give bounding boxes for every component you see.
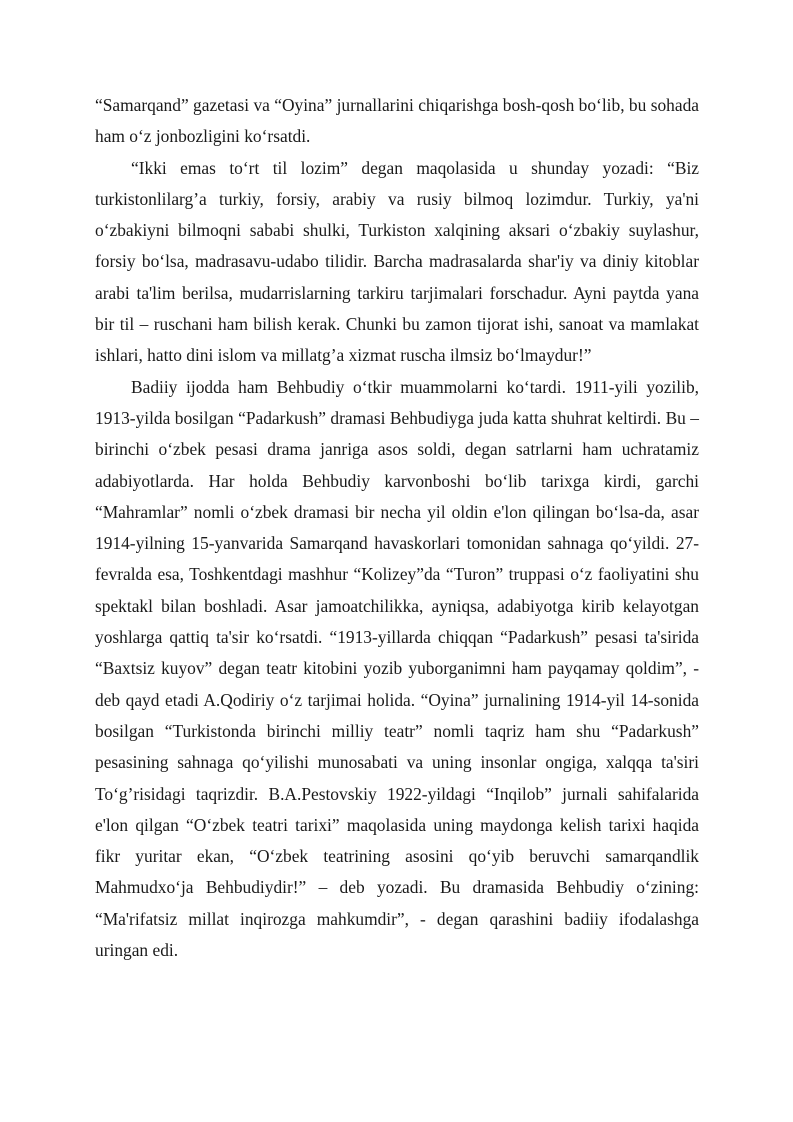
- paragraph-2: “Ikki emas to‘rt til lozim” degan maqolasida u shunday yozadi: “Biz turkistonlilarg’a turkiy, forsiy, arabiy va rusiy bilmoq lozimdur. Turkiy, ya'ni o‘zbakiyni bilmoqni sababi shulki, Turkiston xalqining aksari o‘zbakiy suylashur, forsiy bo‘lsa, madrasavu-udabo tilidir. Barcha madrasalarda shar'iy va diniy kitoblar arabi ta'lim berilsa, mudarrislarning tarkiru tarjimalari forschadur. Ayni paytda yana bir til – ruschani ham bilish kerak. Chunki bu zamon tijorat ishi, sanoat va mamlakat ishlari, hatto dini islom va millatg’a xizmat ruscha ilmsiz bo‘lmaydur!”: [95, 157, 699, 366]
- document-page: [95, 90, 699, 966]
- paragraph-1: “Samarqand” gazetasi va “Oyina” jurnallarini chiqarishga bosh-qosh bo‘lib, bu sohada ham o‘z jonbozligini ko‘rsatdi.: [95, 95, 699, 147]
- paragraph-3: Badiiy ijodda ham Behbudiy o‘tkir muammolarni ko‘tardi. 1911-yili yozilib, 1913-yilda bosilgan “Padarkush” dramasi Behbudiyga juda katta shuhrat keltirdi. Bu – birinchi o‘zbek pesasi drama janriga asos soldi, degan satrlarni ham uchratamiz adabiyotlarda. Har holda Behbudiy karvonboshi bo‘lib tarixga kirdi, garchi “Mahramlar” nomli o‘zbek dramasi bir necha yil oldin e'lon qilingan bo‘lsa-da, asar 1914-yilning 15-yanvarida Samarqand havaskorlari tomonidan sahnaga qo‘yildi. 27-fevralda esa, Toshkentdagi mashhur “Kolizey”da “Turon” truppasi o‘z faoliyatini shu spektakl bilan boshladi. Asar jamoatchilikka, ayniqsa, adabiyotga kirib kelayotgan yoshlarga qattiq ta'sir ko‘rsatdi. “1913-yillarda chiqqan “Padarkush” pesasi ta'sirida “Baxtsiz kuyov” degan teatr kitobini yozib yuborganimni ham payqamay qoldim”, - deb qayd etadi A.Qodiriy o‘z tarjimai holida. “Oyina” jurnalining 1914-yil 14-sonida bosilgan “Turkistonda birinchi milliy teatr” nomli taqriz ham shu “Padarkush” pesasining sahnaga qo‘yilishi munosabati va uning insonlar ongiga, xalqqa ta'siri To‘g’risidagi taqrizdir. B.A.Pestovskiy 1922-yildagi “Inqilob” jurnali sahifalarida e'lon qilgan “O‘zbek teatri tarixi” maqolasida uning maydonga kelish tarixi haqida fikr yuritar ekan, “O‘zbek teatrining asosini qo‘yib beruvchi samarqandlik Mahmudxo‘ja Behbudiydir!” – deb yozadi. Bu dramasida Behbudiy o‘zining: “Ma'rifatsiz millat inqirozga mahkumdir”, - degan qarashini badiiy ifodalashga uringan edi.: [95, 376, 699, 961]
